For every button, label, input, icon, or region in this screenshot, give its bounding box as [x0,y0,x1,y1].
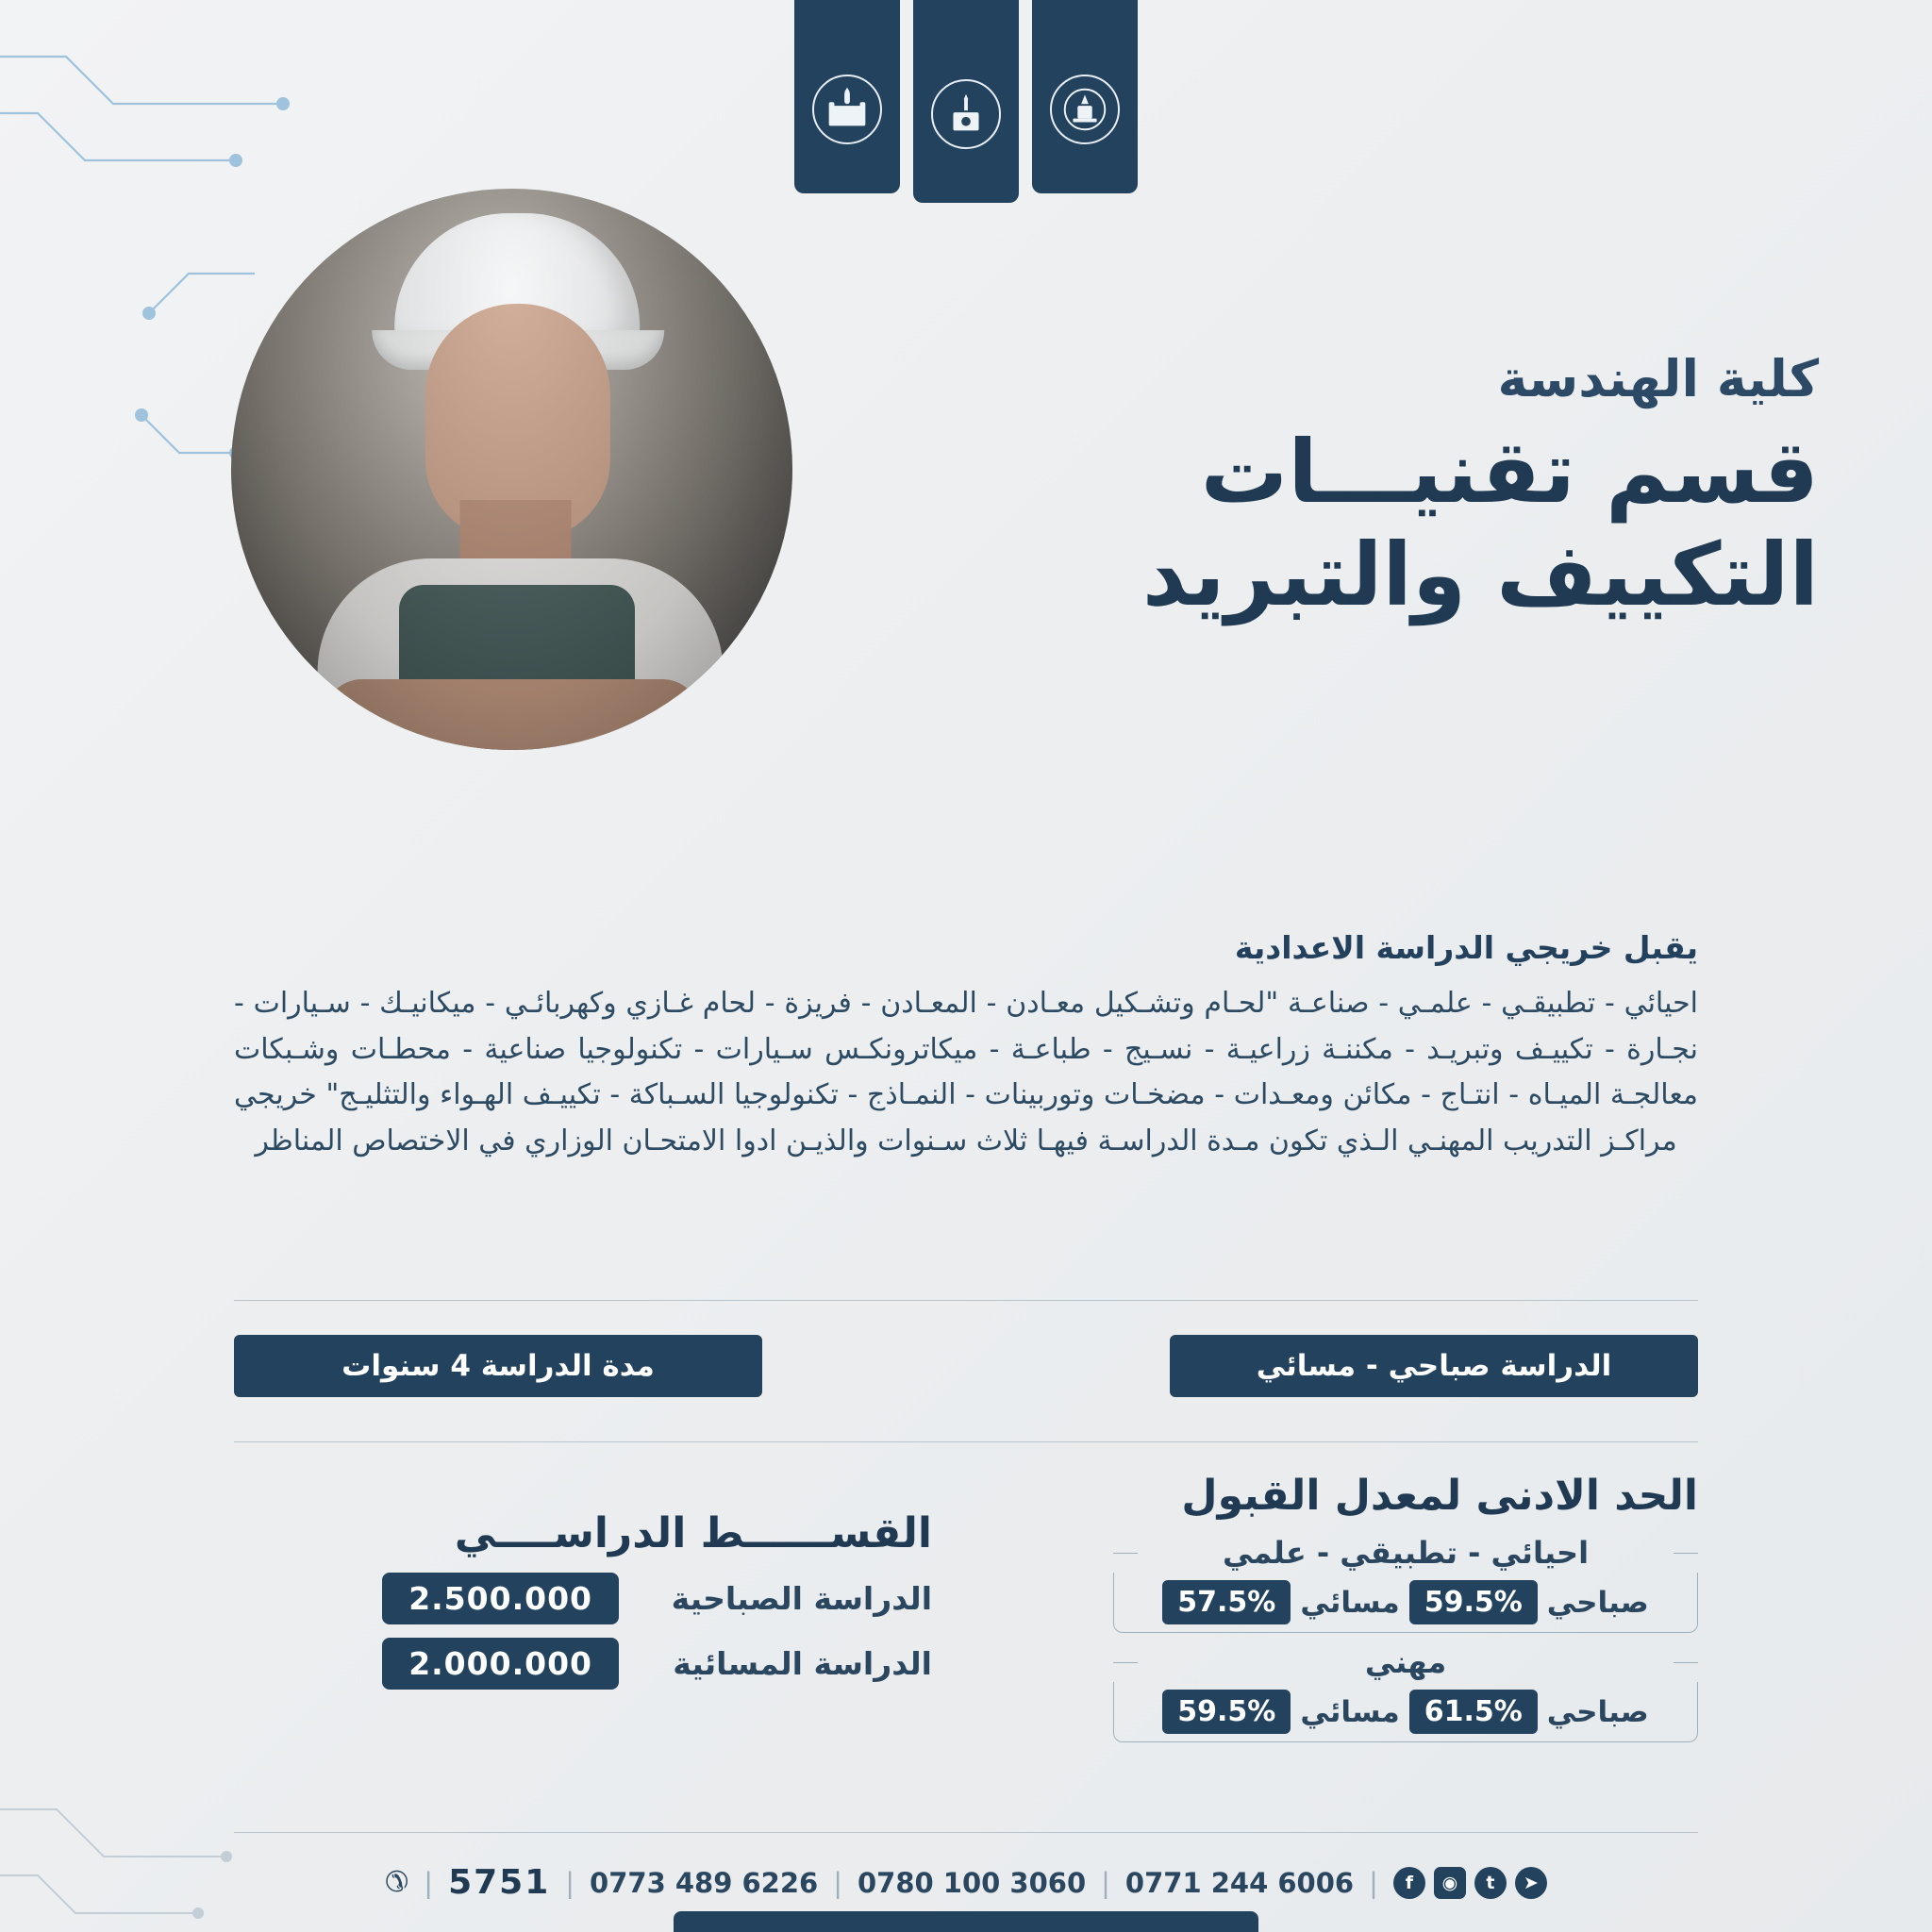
twitter-icon[interactable]: t [1474,1867,1507,1899]
admission-paragraph: احيائي - تطبيقـي - علمـي - صناعـة "لحـام وتشـكيل معـادن - المعـادن - فريزة - لحام غـازي وكهربائـي - ميكانيـك - سـيارات - نجـارة - تكييـف وتبريـد - مكننـة زراعيـة - نسـيج - طباعـة - ميكاترونكـس سـيارات - تكنولوجيا صناعية - محطـات وشـبكات معالجـة الميـاه - انتـاج - مكائن ومعـدات - مضخـات وتوربينات - النمـاذج - تكنولوجيا السـباكة - تكييـف الهـواء والتثليـج" خريجي مراكـز التدريب المهنـي الـذي تكون مـدة الدراسـة فيهـا ثلاث سـنوات والذيـن ادوا الامتحـان الوزاري في الاختصاص المناظر [234,987,1698,1158]
admission-section [234,929,1698,1164]
footer-separator: | [833,1866,842,1899]
minimum-average-section [1113,1472,1698,1754]
tuition-row-evening [234,1638,932,1690]
hero-portrait-photo [231,189,792,750]
contact-footer [234,1863,1698,1902]
grade-group-label: احيائي - تطبيقي - علمي [1113,1535,1698,1571]
tuition-amount: 2.500.000 [382,1573,619,1624]
morning-label: صباحي [1546,1585,1649,1620]
phone-number-2[interactable]: 0780 100 3060 [857,1866,1087,1899]
footer-separator: | [1369,1866,1378,1899]
bottom-accent-bar [674,1911,1258,1932]
divider-3 [234,1832,1698,1833]
grade-group-scientific [1113,1535,1698,1633]
divider-2 [234,1441,1698,1442]
photo-vignette [231,189,792,750]
admission-heading: يقبل خريجي الدراسة الاعدادية [1234,929,1698,966]
tuition-section [234,1509,932,1690]
al-ameed-university-logo [931,79,1001,149]
footer-separator: | [1101,1866,1110,1899]
tuition-label: الدراسة المسائية [673,1645,932,1682]
grade-group-vocational [1113,1644,1698,1742]
facebook-icon[interactable]: f [1393,1867,1425,1899]
divider-1 [234,1300,1698,1301]
evening-value: 59.5% [1162,1690,1291,1734]
ministry-seal-icon [1058,82,1112,137]
morning-value: 59.5% [1409,1580,1538,1624]
tuition-amount: 2.000.000 [382,1638,619,1690]
page-title-line1: قسم تقنيـــات [1200,422,1819,523]
hotline-number[interactable]: 5751 [448,1863,551,1902]
logo-card-ministry [1032,0,1138,193]
study-duration-pill: مدة الدراسة 4 سنوات [234,1335,762,1397]
shrine-icon [820,82,874,137]
instagram-icon[interactable]: ◉ [1434,1867,1466,1899]
tuition-label: الدراسة الصباحية [671,1580,932,1617]
grade-values-row [1113,1682,1698,1742]
grade-values-row [1113,1573,1698,1633]
page-title-line2: التكييف والتبريد [1141,524,1819,625]
logo-card-university [913,0,1019,203]
study-info-pills [234,1335,1698,1397]
evening-label: مسائي [1300,1694,1400,1729]
minimum-average-title: الحد الادنى لمعدل القبول [1181,1472,1698,1520]
footer-separator: | [565,1866,575,1899]
grade-group-label: مهني [1113,1644,1698,1680]
telegram-icon[interactable]: ➤ [1515,1867,1547,1899]
tuition-row-morning [234,1573,932,1624]
logo-card-atabat [794,0,900,193]
evening-value: 57.5% [1162,1580,1291,1624]
footer-separator: | [424,1866,434,1899]
morning-value: 61.5% [1409,1690,1538,1734]
ministry-higher-education-logo [1050,75,1120,144]
evening-label: مسائي [1300,1585,1400,1620]
university-crest-icon [939,87,993,142]
logo-bar [794,0,1138,203]
phone-icon: ✆ [385,1866,409,1899]
college-name: كلية الهندسة [1497,349,1819,408]
morning-label: صباحي [1546,1694,1649,1729]
phone-number-1[interactable]: 0773 489 6226 [590,1866,819,1899]
phone-number-3[interactable]: 0771 244 6006 [1124,1866,1355,1899]
study-shift-pill: الدراسة صباحي - مسائي [1170,1335,1698,1397]
hero-text [970,349,1819,626]
social-links [1393,1867,1547,1899]
atabat-abbasiyya-logo [812,75,882,144]
tuition-title: القســــــط الدراســــي [454,1509,932,1557]
